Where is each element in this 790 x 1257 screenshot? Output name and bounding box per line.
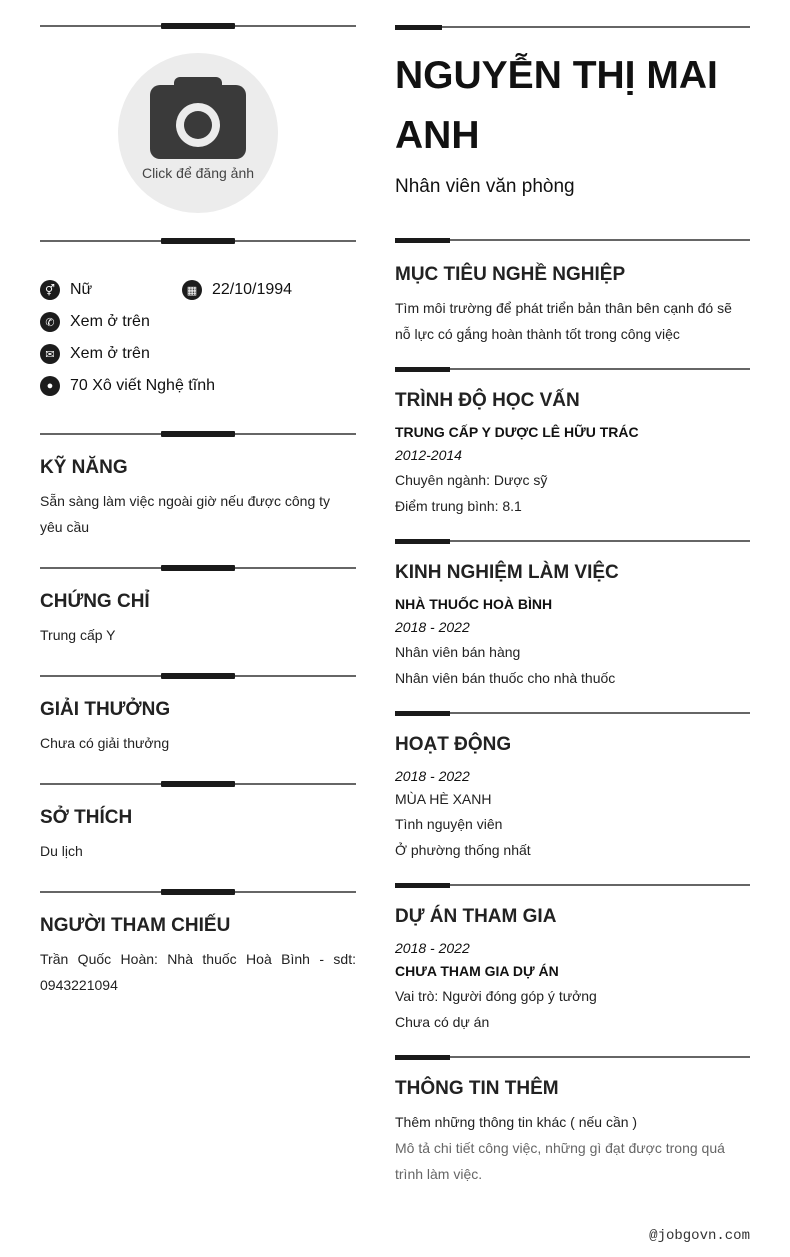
divider [395, 539, 750, 544]
divider [395, 367, 750, 372]
email-icon: ✉ [40, 344, 60, 364]
divider [40, 23, 356, 29]
experience-desc: Nhân viên bán thuốc cho nhà thuốc [395, 670, 616, 686]
address-value: 70 Xô viết Nghệ tĩnh [70, 377, 215, 394]
divider [40, 889, 356, 895]
divider [40, 565, 356, 571]
certificates-title: CHỨNG CHỈ [40, 591, 150, 612]
hobbies-title: SỞ THÍCH [40, 807, 133, 828]
birthday-row [182, 279, 292, 301]
activities-title: HOẠT ĐỘNG [395, 734, 512, 755]
experience-company: NHÀ THUỐC HOÀ BÌNH [395, 596, 553, 612]
divider [395, 711, 750, 716]
phone-row [40, 311, 150, 333]
birthday-value: 22/10/1994 [212, 281, 293, 298]
additional-title: THÔNG TIN THÊM [395, 1078, 559, 1099]
candidate-name: NGUYỄN THỊ MAI ANH [395, 54, 718, 157]
projects-desc: Chưa có dự án [395, 1014, 490, 1030]
avatar-label: Click để đăng ảnh [141, 165, 255, 181]
email-row [40, 343, 150, 365]
activities-place: Ở phường thống nhất [395, 842, 531, 858]
objective-text: Tìm môi trường để phát triển bản thân bên cạnh đó sẽ nỗ lực có gắng hoàn thành tốt trong công việc [395, 300, 732, 342]
education-period: 2012-2014 [395, 447, 462, 463]
skills-text: Sẵn sàng làm việc ngoài giờ nếu được công ty yêu cầu [40, 493, 331, 535]
footer-brand: @jobgovn.com [649, 1228, 750, 1244]
projects-period: 2018 - 2022 [395, 940, 470, 956]
additional-hint: Mô tả chi tiết công việc, những gì đạt được trong quá trình làm việc. [395, 1140, 725, 1182]
divider [395, 1055, 750, 1060]
references-title: NGƯỜI THAM CHIẾU [40, 915, 231, 936]
divider [40, 673, 356, 679]
activities-period: 2018 - 2022 [395, 768, 470, 784]
projects-title: DỰ ÁN THAM GIA [395, 906, 557, 927]
gender-row [40, 279, 92, 301]
education-major: Chuyên ngành: Dược sỹ [395, 472, 548, 488]
divider [40, 238, 356, 244]
experience-role: Nhân viên bán hàng [395, 644, 521, 660]
additional-text: Thêm những thông tin khác ( nếu cần ) [395, 1114, 638, 1130]
certificates-text: Trung cấp Y [40, 627, 116, 643]
education-gpa: Điểm trung bình: 8.1 [395, 498, 522, 514]
address-row [40, 375, 215, 397]
experience-period: 2018 - 2022 [395, 619, 470, 635]
awards-text: Chưa có giải thưởng [40, 735, 170, 751]
avatar-upload[interactable] [118, 53, 278, 213]
job-title: Nhân viên văn phòng [395, 176, 575, 197]
phone-icon: ✆ [40, 312, 60, 332]
experience-title: KINH NGHIỆM LÀM VIỆC [395, 562, 619, 583]
awards-title: GIẢI THƯỞNG [40, 699, 171, 720]
skills-title: KỸ NĂNG [40, 457, 128, 478]
education-title: TRÌNH ĐỘ HỌC VẤN [395, 390, 580, 411]
references-text: Trần Quốc Hoàn: Nhà thuốc Hoà Bình - sdt: 0943221094 [40, 951, 356, 993]
gender-value: Nữ [70, 281, 93, 298]
calendar-icon: ▦ [182, 280, 202, 300]
objective-title: MỤC TIÊU NGHỀ NGHIỆP [395, 264, 626, 285]
divider [395, 883, 750, 888]
location-icon: ● [40, 376, 60, 396]
divider [395, 25, 750, 30]
education-school: TRUNG CẤP Y DƯỢC LÊ HỮU TRÁC [395, 424, 639, 440]
email-value: Xem ở trên [70, 345, 150, 362]
divider [40, 431, 356, 437]
projects-name: CHƯA THAM GIA DỰ ÁN [395, 963, 559, 979]
divider [395, 238, 750, 243]
activities-role: Tình nguyện viên [395, 816, 503, 832]
gender-icon: ⚥ [40, 280, 60, 300]
projects-role: Vai trò: Người đóng góp ý tưởng [395, 988, 597, 1004]
hobbies-text: Du lịch [40, 843, 83, 859]
activities-name: MÙA HÈ XANH [395, 791, 492, 807]
divider [40, 781, 356, 787]
phone-value: Xem ở trên [70, 313, 150, 330]
camera-lens-inner [184, 111, 212, 139]
